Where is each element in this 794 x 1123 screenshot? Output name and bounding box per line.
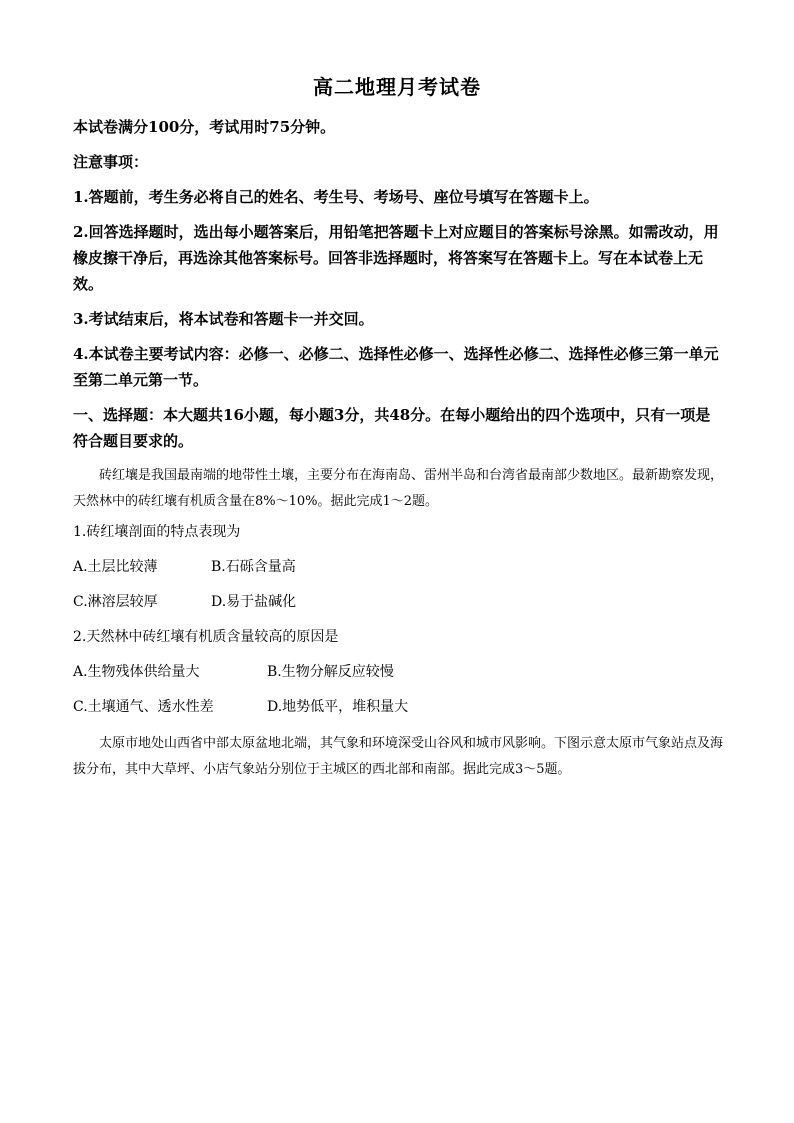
note-4: 4.本试卷主要考试内容：必修一、必修二、选择性必修一、选择性必修二、选择性必修三第一单元至第二单元第一节。 <box>73 345 719 389</box>
exam-content <box>73 114 723 789</box>
section-title: 一、选择题：本大题共16小题，每小题3分，共48分。在每小题给出的四个选项中，只有一项是符合题目要求的。 <box>73 406 711 450</box>
q2-option-d: D.地势低平，堆积量大 <box>267 699 409 715</box>
q2-option-a: A.生物残体供给量大 <box>73 664 200 680</box>
material-passage-2: 太原市地处山西省中部太原盆地北端，其气象和环境深受山谷风和城市风影响。下图示意太原市气象站点及海拔分布，其中大草坪、小店气象站分别位于主城区的西北部和南部。据此完成3～5题。 <box>73 736 724 777</box>
q1-option-c: C.淋溶层较厚 <box>73 594 158 610</box>
exam-intro: 本试卷满分100分，考试用时75分钟。 <box>73 118 336 136</box>
page-title: 高二地理月考试卷 <box>313 75 481 99</box>
q2-option-b: B.生物分解反应较慢 <box>267 664 394 680</box>
q1-option-d: D.易于盐碱化 <box>211 594 297 610</box>
question-1-stem: 1.砖红壤剖面的特点表现为 <box>73 524 241 540</box>
note-3: 3.考试结束后，将本试卷和答题卡一并交回。 <box>73 310 374 328</box>
note-2: 2.回答选择题时，选出每小题答案后，用铅笔把答题卡上对应题目的答案标号涂黑。如需改动，用橡皮擦干净后，再选涂其他答案标号。回答非选择题时，将答案写在答题卡上。写在本试卷上无效。 <box>73 223 719 293</box>
q2-option-c: C.土壤通气、透水性差 <box>73 699 214 715</box>
q1-option-b: B.石砾含量高 <box>211 559 296 575</box>
question-2-options-row-1 <box>73 661 723 683</box>
question-2-options-row-2 <box>73 696 723 718</box>
question-2-stem: 2.天然林中砖红壤有机质含量较高的原因是 <box>73 629 339 645</box>
note-1: 1.答题前，考生务必将自己的姓名、考生号、考场号、座位号填写在答题卡上。 <box>73 188 599 206</box>
question-1-options-row-2 <box>73 591 723 613</box>
notes-heading: 注意事项： <box>73 153 149 171</box>
question-1-options-row-1 <box>73 556 723 578</box>
material-passage-1: 砖红壤是我国最南端的地带性土壤，主要分布在海南岛、雷州半岛和台湾省最南部少数地区。最新勘察发现，天然林中的砖红壤有机质含量在8%～10%。据此完成1～2题。 <box>73 468 724 509</box>
q1-option-a: A.土层比较薄 <box>73 559 158 575</box>
